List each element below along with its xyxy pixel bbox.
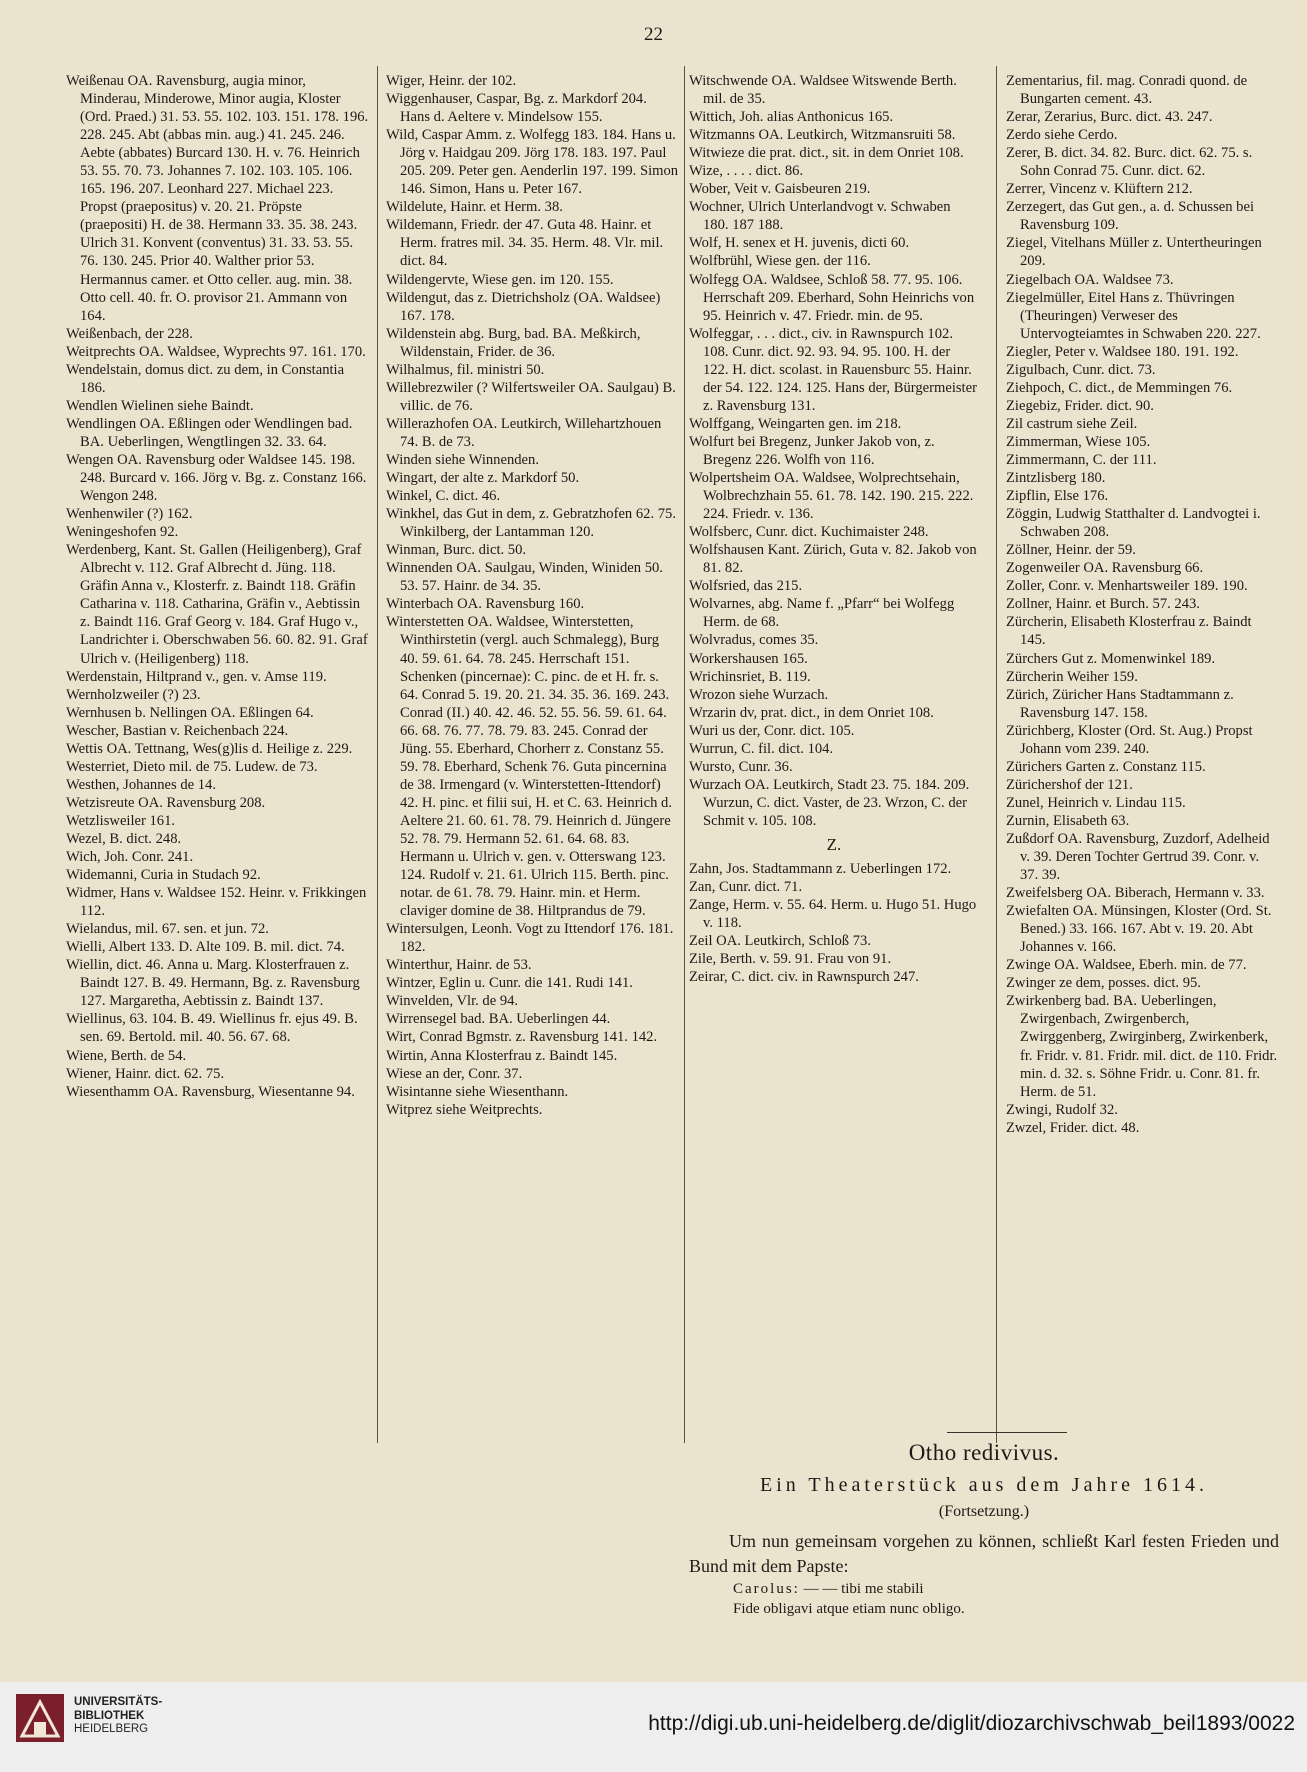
index-column-2 (386, 72, 680, 1119)
footer-bar (0, 1682, 1307, 1772)
index-column-4 (1006, 72, 1278, 1137)
otho-redivivus-section (689, 1440, 1279, 1619)
index-entry: Zeil OA. Leutkirch, Schloß 73. (689, 933, 871, 950)
index-entry: Zwinge OA. Waldsee, Eberh. min. de 77. (1006, 957, 1247, 974)
section-separator (947, 1432, 1067, 1433)
speaker-name: Carolus: (733, 1581, 800, 1597)
index-entry: Werdenstain, Hiltprand v., gen. v. Amse 119. (66, 668, 327, 685)
index-entry: Wrichinsriet, B. 119. (689, 668, 811, 685)
index-entry: Wendlingen OA. Eßlingen oder Wendlingen bad. BA. Ueberlingen, Wengtlingen 32. 33. 64. (66, 415, 353, 450)
index-entry: Willerazhofen OA. Leutkirch, Willehartzhouen 74. B. de 73. (386, 415, 662, 450)
verse-line-2: Fide obligavi atque etiam nunc obligo. (733, 1601, 965, 1617)
index-entry: Ziegel, Vitelhans Müller z. Untertheuringen 209. (1006, 235, 1262, 270)
continuation-note: (Fortsetzung.) (938, 1503, 1030, 1520)
index-entry: Winkhel, das Gut in dem, z. Gebratzhofen 62. 75. Winkilberg, der Lantamman 120. (386, 506, 676, 541)
index-entry: Witzmanns OA. Leutkirch, Witzmansruiti 58. (689, 127, 956, 144)
index-entry: Wildemann, Friedr. der 47. Guta 48. Hainr. et Herm. fratres mil. 34. 35. Herm. 48. Vlr. mil. dict. 84. (386, 217, 664, 270)
index-entry: Wildengervte, Wiese gen. im 120. 155. (386, 271, 614, 288)
index-entry: Wurrun, C. fil. dict. 104. (689, 740, 834, 757)
section-title: Otho redivivus. (908, 1440, 1060, 1465)
index-entry: Zerer, B. dict. 34. 82. Burc. dict. 62. 75. s. Sohn Conrad 75. Cunr. dict. 62. (1006, 145, 1253, 180)
index-entry: Wilhalmus, fil. ministri 50. (386, 361, 545, 378)
index-entry: Winterbach OA. Ravensburg 160. (386, 596, 585, 613)
index-entry: Ziegler, Peter v. Waldsee 180. 191. 192. (1006, 343, 1239, 360)
index-column-1 (66, 72, 369, 1101)
index-entry: Wober, Veit v. Gaisbeuren 219. (689, 181, 871, 198)
verse-text: — — tibi me stabili (803, 1581, 924, 1597)
index-entry: Wuri us der, Conr. dict. 105. (689, 722, 855, 739)
index-entry: Wittich, Joh. alias Anthonicus 165. (689, 109, 894, 126)
index-entry: Wiesenthamm OA. Ravensburg, Wiesentanne 94. (66, 1083, 355, 1100)
index-entry: Zintzlisberg 180. (1006, 470, 1106, 487)
index-entry: Zerzegert, das Gut gen., a. d. Schussen bei Ravensburg 109. (1006, 199, 1255, 234)
index-entry: Widmer, Hans v. Waldsee 152. Heinr. v. Frikkingen 112. (66, 885, 367, 920)
index-entry: Wenhenwiler (?) 162. (66, 506, 193, 523)
index-entry: Zerar, Zerarius, Burc. dict. 43. 247. (1006, 109, 1213, 126)
index-entry: Westhen, Johannes de 14. (66, 776, 216, 793)
index-entry: Wendlen Wielinen siehe Baindt. (66, 397, 254, 414)
index-entry: Wize, . . . . dict. 86. (689, 163, 804, 180)
index-entry: Werdenberg, Kant. St. Gallen (Heiligenberg), Graf Albrecht v. 112. Graf Albrecht d. Jüng. 118. Gräfin Anna v., Klosterfr. z. Baindt 118. Gräfin Catharina v. 118. Catharina, Gräfin v., Aebtissin z. Baindt 116. Graf Georg v. 184. Graf Hugo v., Landrichter i. Oberschwaben 56. 60. 82. 91. Graf Ulrich v. (Heiligenberg) 118. (66, 542, 368, 667)
index-entry: Zwingi, Rudolf 32. (1006, 1101, 1118, 1118)
index-entry: Zürichers Garten z. Constanz 115. (1006, 758, 1206, 775)
index-entry: Weißenbach, der 228. (66, 325, 193, 342)
index-entry: Wintersulgen, Leonh. Vogt zu Ittendorf 176. 181. 182. (386, 921, 674, 956)
index-entry: Wiggenhauser, Caspar, Bg. z. Markdorf 204. Hans d. Aeltere v. Mindelsow 155. (386, 91, 647, 126)
index-entry: Wirt, Conrad Bgmstr. z. Ravensburg 141. 142. (386, 1029, 658, 1046)
index-entry: Wildengut, das z. Dietrichsholz (OA. Waldsee) 167. 178. (386, 289, 661, 324)
index-entry: Zwinger ze dem, posses. dict. 95. (1006, 975, 1201, 992)
page-number: 22 (644, 24, 663, 45)
body-paragraph: Um nun gemeinsam vorgehen zu können, schließt Karl festen Frieden und Bund mit dem Papste: (689, 1531, 1279, 1576)
index-entry: Widemanni, Curia in Studach 92. (66, 867, 261, 884)
index-entry: Zürcherin, Elisabeth Klosterfrau z. Baindt 145. (1006, 614, 1252, 649)
index-entry: Zweifelsberg OA. Biberach, Hermann v. 33. (1006, 885, 1265, 902)
index-entry: Wiger, Heinr. der 102. (386, 73, 517, 89)
index-entry: Wolfbrühl, Wiese gen. der 116. (689, 253, 871, 270)
index-entry: Zoller, Conr. v. Menhartsweiler 189. 190. (1006, 578, 1248, 595)
library-name-line: UNIVERSITÄTS- (74, 1696, 163, 1708)
index-entry: Wich, Joh. Conr. 241. (66, 849, 194, 866)
index-entry: Wirtin, Anna Klosterfrau z. Baindt 145. (386, 1047, 618, 1064)
index-entry: Wiese an der, Conr. 37. (386, 1065, 523, 1082)
index-entry: Witschwende OA. Waldsee Witswende Berth. mil. de 35. (689, 73, 957, 108)
index-entry: Zerdo siehe Cerdo. (1006, 127, 1118, 144)
index-entry: Winman, Burc. dict. 50. (386, 542, 527, 559)
source-url-link[interactable]: http://digi.ub.uni-heidelberg.de/diglit/diozarchivschwab_beil1893/0022 (648, 1712, 1295, 1735)
column-rule (996, 66, 997, 1443)
index-entry: Zan, Cunr. dict. 71. (689, 879, 803, 896)
index-entry: Wolffgang, Weingarten gen. im 218. (689, 415, 902, 432)
index-entry: Wengen OA. Ravensburg oder Waldsee 145. 198. 248. Burcard v. 166. Jörg v. Bg. z. Constanz 166. Wengon 248. (66, 451, 367, 505)
index-entry: Witprez siehe Weitprechts. (386, 1101, 543, 1118)
index-entry: Zil castrum siehe Zeil. (1006, 415, 1138, 432)
index-entry: Wolfegg OA. Waldsee, Schloß 58. 77. 95. 106. Herrschaft 209. Eberhard, Sohn Heinrichs von 95. Heinrich v. 47. Friedr. min. de 95. (689, 271, 975, 324)
index-entry: Wernhusen b. Nellingen OA. Eßlingen 64. (66, 704, 314, 721)
index-entry: Zürchers Gut z. Momenwinkel 189. (1006, 650, 1216, 667)
index-entry: Zigulbach, Cunr. dict. 73. (1006, 361, 1156, 378)
index-entry: Wrzarin dv, prat. dict., in dem Onriet 108. (689, 704, 934, 721)
university-library-logo-icon (14, 1692, 66, 1744)
column-rule (684, 66, 685, 1443)
index-entry: Zunel, Heinrich v. Lindau 115. (1006, 794, 1186, 811)
index-entry: Zerrer, Vincenz v. Klüftern 212. (1006, 181, 1193, 198)
index-entry: Westerriet, Dieto mil. de 75. Ludew. de 73. (66, 758, 318, 775)
index-entry: Wolfeggar, . . . dict., civ. in Rawnspurch 102. 108. Cunr. dict. 92. 93. 94. 95. 100. H. der 122. H. dict. scolast. in Rauensburc 55. Hainr. der 54. 122. 124. 125. Hans der, Bürgermeister z. Ravensburg 131. (689, 325, 977, 414)
index-entry: Wolvradus, comes 35. (689, 632, 819, 649)
index-entry: Ziegelmüller, Eitel Hans z. Thüvringen (Theuringen) Verweser des Untervogteiamtes in Schwaben 220. 227. (1006, 289, 1261, 342)
index-entry: Zürcherin Weiher 159. (1006, 668, 1138, 685)
letter-heading: Z. (826, 834, 842, 854)
index-entry: Zimmermann, C. der 111. (1006, 451, 1157, 468)
index-entry: Zeirar, C. dict. civ. in Rawnspurch 247. (689, 969, 919, 986)
index-entry: Zwzel, Frider. dict. 48. (1006, 1119, 1140, 1136)
index-entry: Wolfsried, das 215. (689, 578, 803, 595)
index-entry: Zürich, Züricher Hans Stadtammann z. Ravensburg 147. 158. (1006, 686, 1234, 721)
index-entry: Wild, Caspar Amm. z. Wolfegg 183. 184. Hans u. Jörg v. Haidgau 209. Jörg 178. 183. 197. Paul 205. 209. Peter gen. Aenderlin 197. 199. Simon 146. Simon, Hans u. Peter 167. (386, 127, 679, 198)
index-entry: Wintzer, Eglin u. Cunr. die 141. Rudi 141. (386, 975, 633, 992)
index-entry: Zwiefalten OA. Münsingen, Kloster (Ord. St. Bened.) 33. 166. 167. Abt v. 19. 20. Abt Johannes v. 166. (1006, 903, 1272, 956)
index-entry: Zimmerman, Wiese 105. (1006, 433, 1151, 450)
index-entry: Zöggin, Ludwig Statthalter d. Landvogtei i. Schwaben 208. (1006, 506, 1261, 541)
verse-line-1 (733, 1579, 1279, 1599)
index-entry: Weningeshofen 92. (66, 524, 179, 541)
index-entry: Weitprechts OA. Waldsee, Wyprechts 97. 161. 170. (66, 343, 366, 360)
index-entry: Zile, Berth. v. 59. 91. Frau von 91. (689, 951, 892, 968)
section-subtitle: Ein Theaterstück aus dem Jahre 1614. (760, 1474, 1208, 1496)
index-entry: Wingart, der alte z. Markdorf 50. (386, 470, 580, 487)
index-entry: Wiener, Hainr. dict. 62. 75. (66, 1065, 225, 1082)
index-entry: Wirrensegel bad. BA. Ueberlingen 44. (386, 1011, 611, 1028)
index-entry: Wetzisreute OA. Ravensburg 208. (66, 794, 266, 811)
index-entry: Wolpertsheim OA. Waldsee, Wolprechtsehain, Wolbrechzhain 55. 61. 78. 142. 190. 215. 222. 224. Friedr. v. 136. (689, 470, 974, 523)
index-entry: Wezel, B. dict. 248. (66, 830, 182, 847)
index-entry: Wiellin, dict. 46. Anna u. Marg. Klosterfrauen z. Baindt 127. B. 49. Hermann, Bg. z. Ravensburg 127. Margaretha, Aebtissin z. Baindt 137. (66, 957, 360, 1010)
index-column-3 (689, 72, 979, 986)
index-entry: Ziegelbach OA. Waldsee 73. (1006, 271, 1174, 288)
index-entry: Wolfurt bei Bregenz, Junker Jakob von, z. Bregenz 226. Wolfh von 116. (689, 433, 935, 468)
index-entry: Witwieze die prat. dict., sit. in dem Onriet 108. (689, 145, 964, 162)
index-entry: Wildenstein abg. Burg, bad. BA. Meßkirch, Wildenstain, Frider. de 36. (386, 325, 641, 360)
index-entry: Ziehpoch, C. dict., de Memmingen 76. (1006, 379, 1233, 396)
index-entry: Winterstetten OA. Waldsee, Winterstetten, Winthirstetin (vergl. auch Schmalegg), Burg 40. 59. 61. 64. 78. 245. Herrschaft 151. Schenken (pincernae): C. pinc. de et H. fr. s. 64. Conrad 5. 19. 20. 21. 34. 35. 36. 169. 243. Conrad (II.) 40. 42. 46. 52. 55. 56. 59. 61. 64. 66. 68. 76. 77. 78. 79. 83. 245. Conrad der Jüng. 55. Eberhard, Chorherr z. Constanz 55. 59. 78. Eberhard, Schenk 76. Guta pincernina de 38. Irmengard (v. Winterstetten-Ittendorf) 42. H. pinc. et filii sui, H. et C. 63. Heinrich d. Aeltere 21. 60. 61. 78. 79. Heinrich d. Jüngere 52. 78. 79. Hermann 52. 61. 64. 68. 83. Hermann u. Ulrich v. gen. v. Otterswang 123. 124. Rudolf v. 21. 61. Ulrich 115. Berth. pinc. notar. de 61. 78. 79. Hainr. min. et Herm. claviger domine de 38. Hiltprandus de 79. (386, 614, 672, 920)
index-entry: Zipflin, Else 176. (1006, 488, 1109, 505)
index-entry: Zußdorf OA. Ravensburg, Zuzdorf, Adelheid v. 39. Deren Tochter Gertrud 39. Conr. v. 37. 39. (1006, 830, 1270, 884)
index-entry: Zwirkenberg bad. BA. Ueberlingen, Zwirgenbach, Zwirgenberch, Zwirggenberg, Zwirginberg, Zwirkenberk, fr. Fridr. v. 81. Fridr. mil. dict. de 110. Fridr. min. d. 32. s. Söhne Fridr. u. Conr. 81. fr. Herm. de 51. (1006, 993, 1278, 1100)
index-entry: Workershausen 165. (689, 650, 808, 667)
index-entry: Wolvarnes, abg. Name f. „Pfarr“ bei Wolfegg Herm. de 68. (689, 596, 955, 631)
index-entry: Wendelstain, domus dict. zu dem, in Constantia 186. (66, 361, 345, 396)
index-entry: Wielandus, mil. 67. sen. et jun. 72. (66, 921, 269, 938)
index-entry: Wetzlisweiler 161. (66, 812, 176, 829)
index-entry: Winvelden, Vlr. de 94. (386, 993, 519, 1010)
index-entry: Wiellinus, 63. 104. B. 49. Wiellinus fr. ejus 49. B. sen. 69. Bertold. mil. 40. 56. 67. 68. (66, 1011, 358, 1046)
index-entry: Willebrezwiler (? Wilfertsweiler OA. Saulgau) B. villic. de 76. (386, 379, 676, 414)
index-entry: Winkel, C. dict. 46. (386, 488, 501, 505)
index-entry: Zange, Herm. v. 55. 64. Herm. u. Hugo 51. Hugo v. 118. (689, 897, 977, 932)
index-entry: Wettis OA. Tettnang, Wes(g)lis d. Heilige z. 229. (66, 740, 353, 757)
index-entry: Wescher, Bastian v. Reichenbach 224. (66, 722, 289, 739)
index-entry: Wiene, Berth. de 54. (66, 1047, 187, 1064)
index-entry: Zollner, Hainr. et Burch. 57. 243. (1006, 596, 1200, 613)
index-entry: Wernholzweiler (?) 23. (66, 686, 201, 703)
index-entry: Zürichershof der 121. (1006, 776, 1133, 793)
index-entry: Zogenweiler OA. Ravensburg 66. (1006, 560, 1204, 577)
index-entry: Weißenau OA. Ravensburg, augia minor, Minderau, Minderowe, Minor augia, Kloster (Ord. Praed.) 31. 53. 55. 102. 103. 151. 178. 196. 228. 245. Abt (abbas min. aug.) 41. 245. 246. Aebte (abbates) Burcard 130. H. v. 76. Heinrich 53. 55. 70. 73. Johannes 7. 102. 103. 105. 106. 165. 196. 207. Leonhard 227. Michael 223. Propst (praepositus) v. 20. 21. Pröpste (praepositi) H. de 38. Hermann 33. 35. 38. 243. Ulrich 31. Konvent (conventus) 31. 33. 53. 55. 76. 130. 245. Prior 40. Walther prior 53. Hermannus camer. et Otto celler. aug. min. 38. Otto cell. 40. fr. O. provisor 21. Ammann von 164. (66, 73, 369, 324)
index-entry: Winden siehe Winnenden. (386, 451, 539, 468)
index-entry: Wolfsberc, Cunr. dict. Kuchimaister 248. (689, 524, 929, 541)
index-entry: Zürichberg, Kloster (Ord. St. Aug.) Propst Johann vom 239. 240. (1006, 722, 1253, 757)
index-entry: Winterthur, Hainr. de 53. (386, 957, 532, 974)
column-rule (377, 66, 378, 1443)
index-entry: Wolfshausen Kant. Zürich, Guta v. 82. Jakob von 81. 82. (689, 542, 977, 577)
library-name-line: HEIDELBERG (74, 1723, 149, 1735)
library-name (74, 1696, 162, 1737)
index-entry: Wildelute, Hainr. et Herm. 38. (386, 199, 563, 216)
index-entry: Wisintanne siehe Wiesenthann. (386, 1083, 569, 1100)
index-entry: Wolf, H. senex et H. juvenis, dicti 60. (689, 235, 910, 252)
index-entry: Winnenden OA. Saulgau, Winden, Winiden 50. 53. 57. Hainr. de 34. 35. (386, 560, 663, 595)
index-entry: Zahn, Jos. Stadtammann z. Ueberlingen 172. (689, 861, 952, 878)
index-entry: Zöllner, Heinr. der 59. (1006, 542, 1136, 559)
index-entry: Ziegebiz, Frider. dict. 90. (1006, 397, 1154, 414)
index-entry: Zurnin, Elisabeth 63. (1006, 812, 1130, 829)
library-name-line: BIBLIOTHEK (74, 1709, 145, 1722)
index-entry: Wochner, Ulrich Unterlandvogt v. Schwaben 180. 187 188. (689, 199, 951, 234)
index-entry: Wursto, Cunr. 36. (689, 758, 793, 775)
index-entry: Wrozon siehe Wurzach. (689, 686, 829, 703)
index-entry: Wielli, Albert 133. D. Alte 109. B. mil. dict. 74. (66, 939, 345, 956)
index-entry: Zementarius, fil. mag. Conradi quond. de Bungarten cement. 43. (1006, 73, 1248, 108)
index-entry: Wurzach OA. Leutkirch, Stadt 23. 75. 184. 209. Wurzun, C. dict. Vaster, de 23. Wrzon, C. der Schmit v. 105. 108. (689, 776, 970, 829)
